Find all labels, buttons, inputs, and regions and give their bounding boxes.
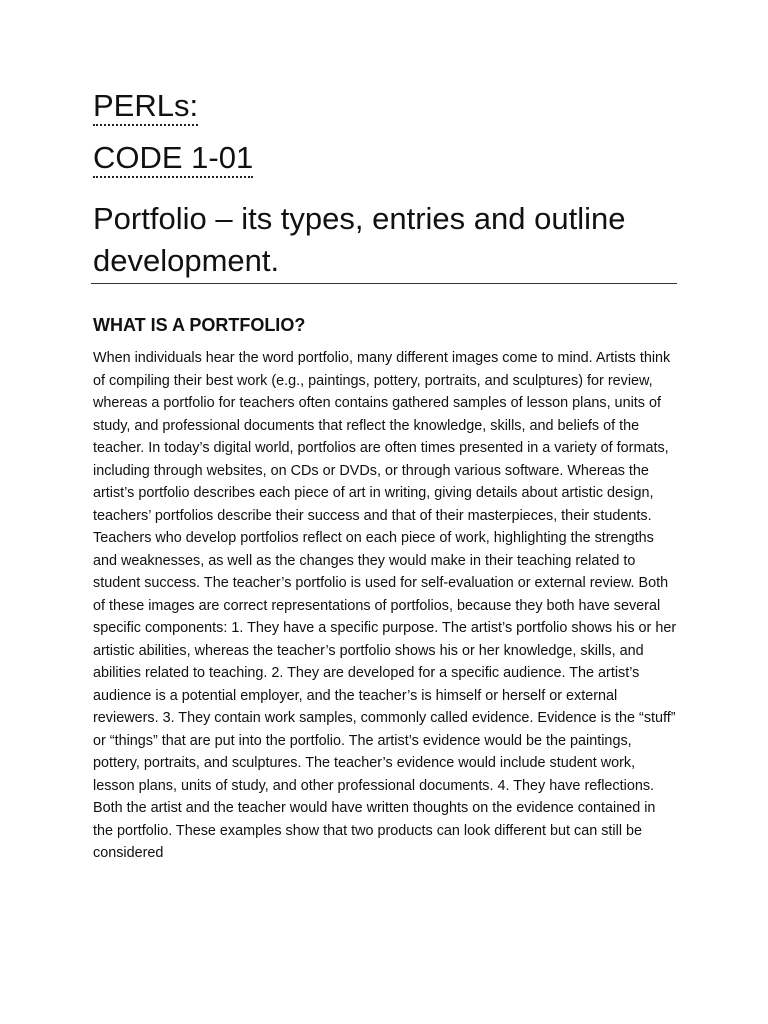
perls-label: PERLs:	[93, 88, 198, 126]
code-header	[93, 88, 253, 192]
body-paragraph: When individuals hear the word portfolio, many different images come to mind. Artists think of compiling their best work (e.g., paintings, pottery, portraits, and sculptures) for review, whereas a portfolio for teachers often contains gathered samples of lesson plans, units of study, and professional documents that reflect the knowledge, skills, and beliefs of the teacher. In today’s digital world, portfolios are often times presented in a variety of formats, including through websites, on CDs or DVDs, or through various software. Whereas the artist’s portfolio describes each piece of art in writing, giving details about artistic design, teachers’ portfolios describe their success and that of their masterpieces, their students. Teachers who develop portfolios reflect on each piece of work, highlighting the strengths and weaknesses, as well as the changes they would make in their teaching related to student success. The teacher’s portfolio is used for self-evaluation or external review. Both of these images are correct representations of portfolios, because they both have several specific components: 1. They have a specific purpose. The artist’s portfolio shows his or her artistic abilities, whereas the teacher’s portfolio shows his or her knowledge, skills, and abilities related to teaching. 2. They are developed for a specific audience. The artist’s audience is a potential employer, and the teacher’s is himself or herself or external reviewers. 3. They contain work samples, commonly called evidence. Evidence is the “stuff” or “things” that are put into the portfolio. The artist’s evidence would be the paintings, pottery, portraits, and sculptures. The teacher’s evidence would include student work, lesson plans, units of study, and other professional documents. 4. They have reflections. Both the artist and the teacher would have written thoughts on the evidence contained in the portfolio. These examples show that two products can look different but can still be considered	[93, 350, 677, 861]
section-heading: WHAT IS A PORTFOLIO?	[93, 315, 306, 335]
document-title: Portfolio – its types, entries and outline development.	[93, 201, 626, 278]
title-divider	[91, 283, 677, 284]
code-number: CODE 1-01	[93, 140, 253, 178]
